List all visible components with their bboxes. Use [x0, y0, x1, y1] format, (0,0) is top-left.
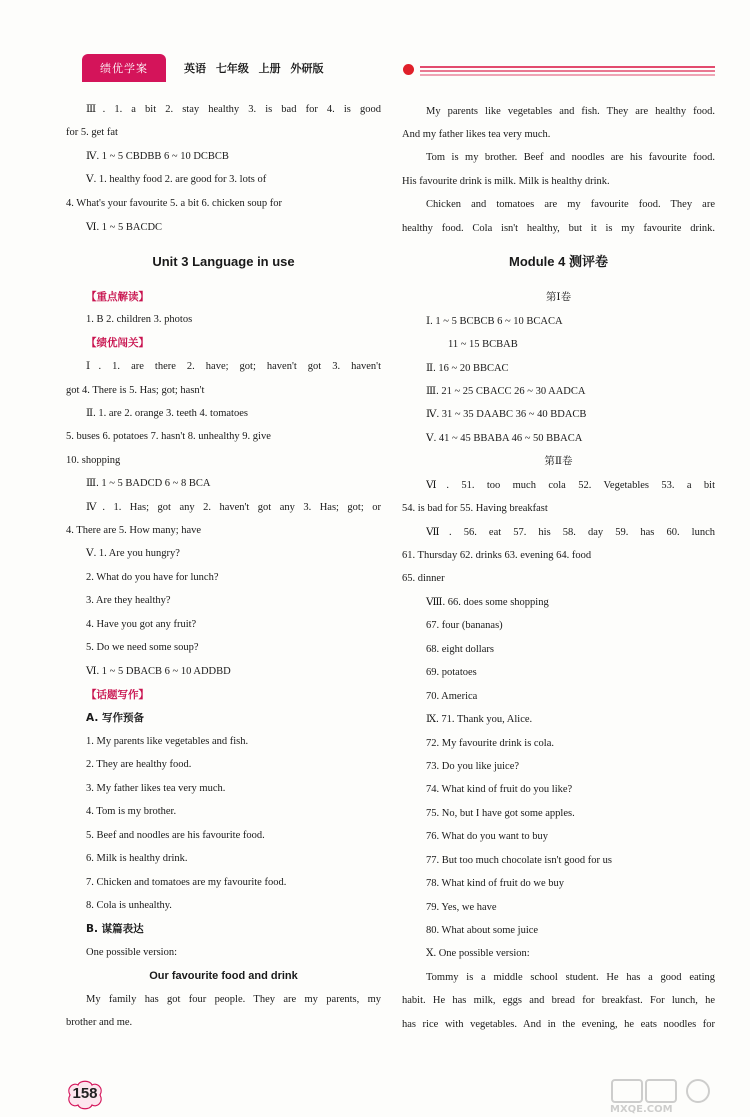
right-column-line: Ⅵ. 51. too much cola 52. Vegetables 53. a bit — [426, 480, 715, 491]
right-column-line: His favourite drink is milk. Milk is healthy drink. — [402, 176, 610, 187]
left-column-line: Ⅰ. 1. are there 2. have; got; haven't got 3. haven't — [86, 361, 381, 372]
right-column-line: 80. What about some juice — [426, 925, 539, 936]
left-column-line: 7. Chicken and tomatoes are my favourite food. — [86, 877, 287, 888]
right-column-line: 77. But too much chocolate isn't good for us — [426, 855, 612, 866]
left-column-line: Ⅴ. 1. Are you hungry? — [86, 548, 180, 559]
left-column-line: 6. Milk is healthy drink. — [86, 853, 188, 864]
right-column-line: 69. potatoes — [426, 667, 477, 678]
header-stripe — [420, 70, 715, 72]
right-column-line: 11 ~ 15 BCBAB — [448, 339, 518, 350]
left-column-line: 4. Have you got any fruit? — [86, 619, 197, 630]
header-dot-icon — [403, 64, 414, 75]
right-column-line: 70. America — [426, 691, 478, 702]
right-column-line: 54. is bad for 55. Having breakfast — [402, 503, 548, 514]
left-column-line: 【话题写作】 — [86, 689, 149, 701]
right-column-line: Ⅲ. 21 ~ 25 CBACC 26 ~ 30 AADCA — [426, 386, 586, 397]
right-column-line: Ⅳ. 31 ~ 35 DAABC 36 ~ 40 BDACB — [426, 409, 587, 420]
left-column-line: Ⅳ. 1 ~ 5 CBDBB 6 ~ 10 DCBCB — [86, 151, 229, 162]
right-column-line: Ⅰ. 1 ~ 5 BCBCB 6 ~ 10 BCACA — [426, 316, 563, 327]
left-column-line: Ⅳ. 1. Has; got any 2. haven't got any 3. Has; got; or — [86, 502, 381, 513]
left-column-line: 10. shopping — [66, 455, 121, 466]
left-column-line: 4. Tom is my brother. — [86, 806, 177, 817]
left-column-line: 3. Are they healthy? — [86, 595, 171, 606]
left-column-line: 4. There are 5. How many; have — [66, 525, 202, 536]
left-column-line: 1. B 2. children 3. photos — [86, 314, 193, 325]
watermark-logo-icon — [610, 1078, 740, 1114]
right-column-line: Chicken and tomatoes are my favourite food. They are — [426, 199, 715, 210]
header-stripe — [420, 74, 715, 76]
left-column-line: B. 谋篇表达 — [86, 923, 144, 935]
page-number — [64, 1080, 106, 1110]
left-column-line: 8. Cola is unhealthy. — [86, 900, 172, 911]
right-column-line: healthy food. Cola isn't healthy, but it is my favourite drink. — [402, 223, 715, 234]
left-column-line: 5. Beef and noodles are his favourite food. — [86, 830, 265, 841]
left-column-line: 5. Do we need some soup? — [86, 642, 199, 653]
left-column-line: 【绩优闯关】 — [86, 337, 149, 349]
right-column-line: 第Ⅰ卷 — [545, 292, 572, 303]
right-column-line: 76. What do you want to buy — [426, 831, 549, 842]
right-column-line: habit. He has milk, eggs and bread for breakfast. For lunch, he — [402, 995, 715, 1006]
watermark-text: MXQE.COM — [610, 1104, 673, 1114]
right-column-line: And my father likes tea very much. — [402, 129, 551, 140]
right-column-line: Ⅶ. 56. eat 57. his 58. day 59. has 60. lunch — [426, 527, 715, 538]
header-stripe — [420, 66, 715, 68]
right-column-line: 75. No, but I have got some apples. — [426, 808, 575, 819]
left-column-line: My family has got four people. They are my parents, my — [86, 994, 381, 1005]
left-column-line: Unit 3 Language in use — [152, 254, 295, 269]
subject-label: 英语 七年级 上册 外研版 — [184, 62, 324, 75]
left-column-line: 2. What do you have for lunch? — [86, 572, 219, 583]
right-column-line: Tom is my brother. Beef and noodles are his favourite food. — [426, 152, 715, 163]
right-column-line: 73. Do you like juice? — [426, 761, 520, 772]
left-column-line: 1. My parents like vegetables and fish. — [86, 736, 249, 747]
right-column-line: Ⅹ. One possible version: — [426, 948, 530, 959]
left-column-line: 4. What's your favourite 5. a bit 6. chicken soup for — [66, 198, 283, 209]
right-column-line: My parents like vegetables and fish. They are healthy food. — [426, 106, 715, 117]
left-column-line: Ⅲ. 1. a bit 2. stay healthy 3. is bad for 4. is good — [86, 104, 381, 115]
left-column-line: One possible version: — [86, 947, 177, 958]
right-column-line: 74. What kind of fruit do you like? — [426, 784, 573, 795]
left-column-line: Our favourite food and drink — [149, 970, 298, 982]
right-column-line: 68. eight dollars — [426, 644, 494, 655]
right-column-line: Ⅱ. 16 ~ 20 BBCAC — [426, 363, 509, 374]
right-column-line: 65. dinner — [402, 573, 445, 584]
right-column-line: 第Ⅱ卷 — [544, 456, 573, 467]
left-column-line: 5. buses 6. potatoes 7. hasn't 8. unhealthy 9. give — [66, 431, 271, 442]
right-column-line: Ⅷ. 66. does some shopping — [426, 597, 549, 608]
page-header — [0, 0, 750, 90]
left-column-line: Ⅴ. 1. healthy food 2. are good for 3. lots of — [86, 174, 267, 185]
right-column-line: 67. four (bananas) — [426, 620, 503, 631]
left-column-line: 2. They are healthy food. — [86, 759, 192, 770]
left-column-line: for 5. get fat — [66, 127, 118, 138]
left-column-line: Ⅵ. 1 ~ 5 DBACB 6 ~ 10 ADDBD — [86, 666, 231, 677]
right-column-line: Ⅸ. 71. Thank you, Alice. — [426, 714, 533, 725]
right-column-line: Ⅴ. 41 ~ 45 BBABA 46 ~ 50 BBACA — [426, 433, 583, 444]
right-column-line: 72. My favourite drink is cola. — [426, 738, 555, 749]
left-column-line: 【重点解读】 — [86, 291, 149, 303]
left-column-line: A. 写作预备 — [86, 712, 144, 724]
right-column-line: Module 4 测评卷 — [509, 254, 608, 269]
left-column-line: brother and me. — [66, 1017, 133, 1028]
right-column-line: 61. Thursday 62. drinks 63. evening 64. food — [402, 550, 592, 561]
left-column-line: Ⅱ. 1. are 2. orange 3. teeth 4. tomatoes — [86, 408, 248, 419]
brand-tab: 绩优学案 — [82, 54, 166, 82]
right-column-line: 78. What kind of fruit do we buy — [426, 878, 565, 889]
right-column-line: 79. Yes, we have — [426, 902, 497, 913]
left-column-line: 3. My father likes tea very much. — [86, 783, 226, 794]
left-column-line: Ⅲ. 1 ~ 5 BADCD 6 ~ 8 BCA — [86, 478, 211, 489]
page-number-text: 158 — [72, 1085, 98, 1102]
left-column-line: Ⅵ. 1 ~ 5 BACDC — [86, 222, 163, 233]
left-column-line: got 4. There is 5. Has; got; hasn't — [66, 385, 205, 396]
right-column-line: Tommy is a middle school student. He has a good eating — [426, 972, 715, 983]
right-column-line: has rice with vegetables. And in the evening, he eats noodles for — [402, 1019, 715, 1030]
